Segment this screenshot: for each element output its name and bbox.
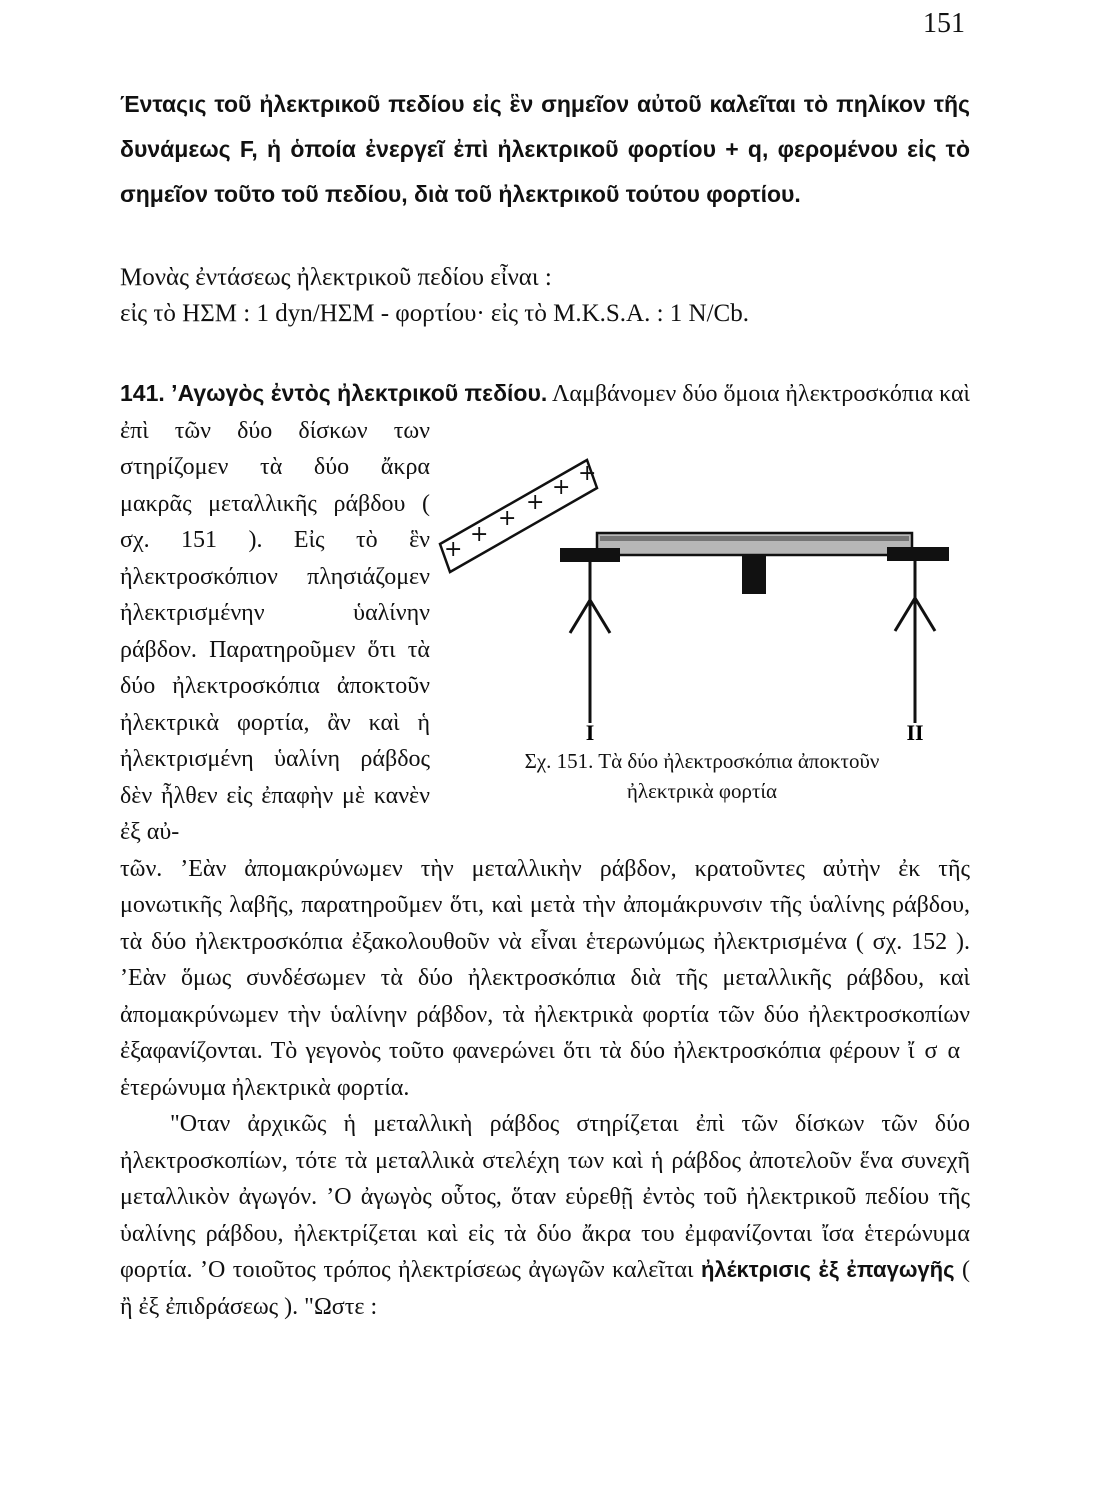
label-electroscope-2: II [906, 720, 924, 745]
section-141 [120, 375, 970, 1325]
section-lead-text: Λαμβάνομεν δύο ὅμοια ἠλεκτροσκόπια καὶ ἐπὶ τῶν δύο δίσκων των στηρίζομεν τὰ δύο ἄκρα μακρᾶς μεταλλικῆς ράβδου ( σχ. 151 ). Εἰς τὸ ἓν ἠλεκτροσκόπιον πλησιάζομεν ἠλεκτρισμένην ὑαλίνην ράβδον. Παρατηροῦμεν ὅτι τὰ δύο ἠλεκτροσκόπια ἀποκτοῦν ἠλεκτρικὰ φορτία, ἂν καὶ ἡ ἠλεκτρισμένη ὑαλίνη ράβδος δὲν ἦλθεν εἰς ἐπαφὴν μὲ κανὲν ἐξ αὐ- [120, 381, 970, 845]
section-continuation [120, 851, 970, 1107]
rod-charge-1: + [444, 537, 463, 562]
figure-spacer [430, 448, 970, 828]
induction-term: ἠλέκτρισις ἐξ ἐπαγωγῆς [700, 1257, 955, 1282]
para2-end: ( ἢ ἐξ ἐπιδράσεως ). "Ωστε : [120, 1257, 971, 1320]
rod-charge-2: + [470, 522, 489, 547]
caption-line-1: Σχ. 151. Τὰ δύο ἠλεκτροσκόπια ἀποκτοῦν [524, 749, 880, 773]
units-block [120, 260, 970, 332]
rod-charge-4: + [526, 490, 545, 515]
label-electroscope-1: I [585, 720, 595, 745]
second-paragraph [120, 1106, 970, 1325]
page-number: 151 [923, 8, 965, 39]
units-line-2: εἰς τὸ ΗΣΜ : 1 dyn/ΗΣΜ - φορτίου· εἰς τὸ M.K.S.A. : 1 N/Cb. [120, 300, 749, 327]
rod-charge-5: + [552, 475, 571, 500]
caption-line-2: ἠλεκτρικὰ φορτία [626, 779, 778, 803]
equal-word: ἴσα [908, 1038, 971, 1064]
units-line-1: Μονὰς ἐντάσεως ἠλεκτρικοῦ πεδίου εἶναι : [120, 264, 552, 291]
rod-charge-6: + [578, 461, 597, 486]
definition-paragraph: Ένταςις τοῦ ἠλεκτρικοῦ πεδίου εἰς ἓν σημεῖον αὐτοῦ καλεῖται τὸ πηλίκον τῆς δυνάμεως F, ἡ ὁποία ἐνεργεῖ ἐπὶ ἠλεκτρικοῦ φορτίου + q, φερομένου εἰς τὸ σημεῖον τοῦτο τοῦ πεδίου, διὰ τοῦ ἠλεκτρικοῦ τούτου φορτίου. [120, 91, 970, 207]
section-heading: 141. ’Αγωγὸς ἐντὸς ἠλεκτρικοῦ πεδίου. [120, 380, 548, 406]
rod-charge-3: + [498, 506, 517, 531]
continuation-text: τῶν. ’Εὰν ἀπομακρύνωμεν τὴν μεταλλικὴν ράβδον, κρατοῦντες αὐτὴν ἐκ τῆς μονωτικῆς λαβῆς, παρατηροῦμεν ὅτι, καὶ μετὰ τὴν ἀπομάκρυνσιν τῆς ὑαλίνης ράβδου, τὰ δύο ἠλεκτροσκόπια ἐξακολουθοῦν νὰ εἶναι ἑτερωνύμως ἠλεκτρισμένα ( σχ. 152 ). ’Εὰν ὅμως συνδέσωμεν τὰ δύο ἠλεκτροσκόπια διὰ τῆς μεταλλικῆς ράβδου, καὶ ἀπομακρύνωμεν τὴν ὑαλίνην ράβδον, τὰ ἠλεκτρικὰ φορτία τῶν δύο ἠλεκτροσκοπίων ἐξαφανίζονται. Τὸ γεγονὸς τοῦτο φανερώνει ὅτι τὰ δύο ἠλεκτροσκόπια φέρουν [120, 855, 970, 1064]
continuation-end: ἑτερώνυμα ἠλεκτρικὰ φορτία. [120, 1074, 410, 1101]
para2-text: "Οταν ἀρχικῶς ἡ μεταλλικὴ ράβδος στηρίζεται ἐπὶ τῶν δίσκων τῶν δύο ἠλεκτροσκοπίων, τότε τὰ μεταλλικὰ στελέχη των καὶ ἡ ράβδος ἀποτελοῦν ἕνα συνεχῆ μεταλλικὸν ἀγωγόν. ’Ο ἀγωγὸς οὗτος, ὅταν εὑρεθῇ ἐντὸς τοῦ ἠλεκτρικοῦ πεδίου τῆς ὑαλίνης ράβδου, ἠλεκτρίζεται καὶ εἰς τὰ δύο ἄκρα του ἐμφανίζονται ἴσα ἑτερώνυμα φορτία. ’Ο τοιοῦτος τρόπος ἠλεκτρίσεως ἀγωγῶν καλεῖται [120, 1111, 970, 1283]
